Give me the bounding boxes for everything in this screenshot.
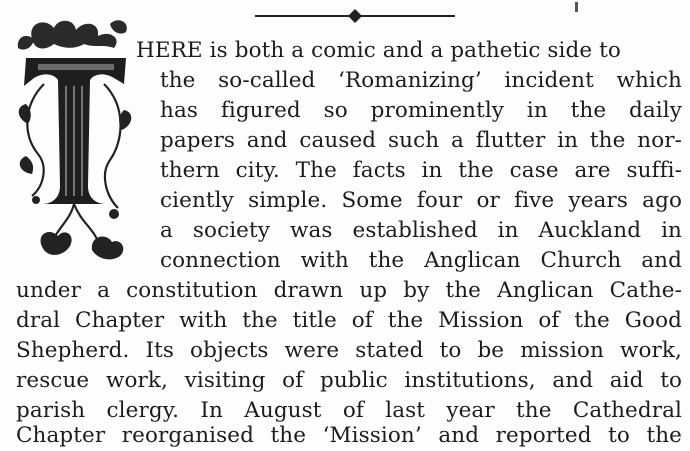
article-line: thern city. The facts in the case are suffi- bbox=[160, 158, 682, 183]
article-line: papers and caused such a flutter in the nor- bbox=[160, 128, 682, 153]
article-line: parish clergy. In August of last year the Cathedral bbox=[16, 398, 682, 423]
article-line: a society was established in Auckland in bbox=[160, 218, 682, 243]
article-line: Chapter reorganised the ‘Mission’ and reported to the bbox=[16, 423, 682, 448]
margin-mark bbox=[575, 2, 578, 12]
article-line: connection with the Anglican Church and bbox=[160, 248, 682, 273]
article-line: the so-called ‘Romanizing’ incident which bbox=[160, 68, 682, 93]
article-line: Shepherd. Its objects were stated to be mission work, bbox=[16, 338, 682, 363]
article-line: ciently simple. Some four or five years ago bbox=[160, 188, 682, 213]
article-line: HERE is both a comic and a pathetic side to bbox=[136, 38, 621, 63]
separator-ornament bbox=[255, 4, 455, 26]
article-line: dral Chapter with the title of the Mission of the Good bbox=[16, 308, 682, 333]
article-line: under a constitution drawn up by the Anglican Cathe- bbox=[16, 278, 682, 303]
article-line: rescue work, visiting of public institutions, and aid to bbox=[16, 368, 682, 393]
decorative-drop-cap bbox=[14, 14, 136, 264]
article-line: has figured so prominently in the daily bbox=[160, 98, 682, 123]
